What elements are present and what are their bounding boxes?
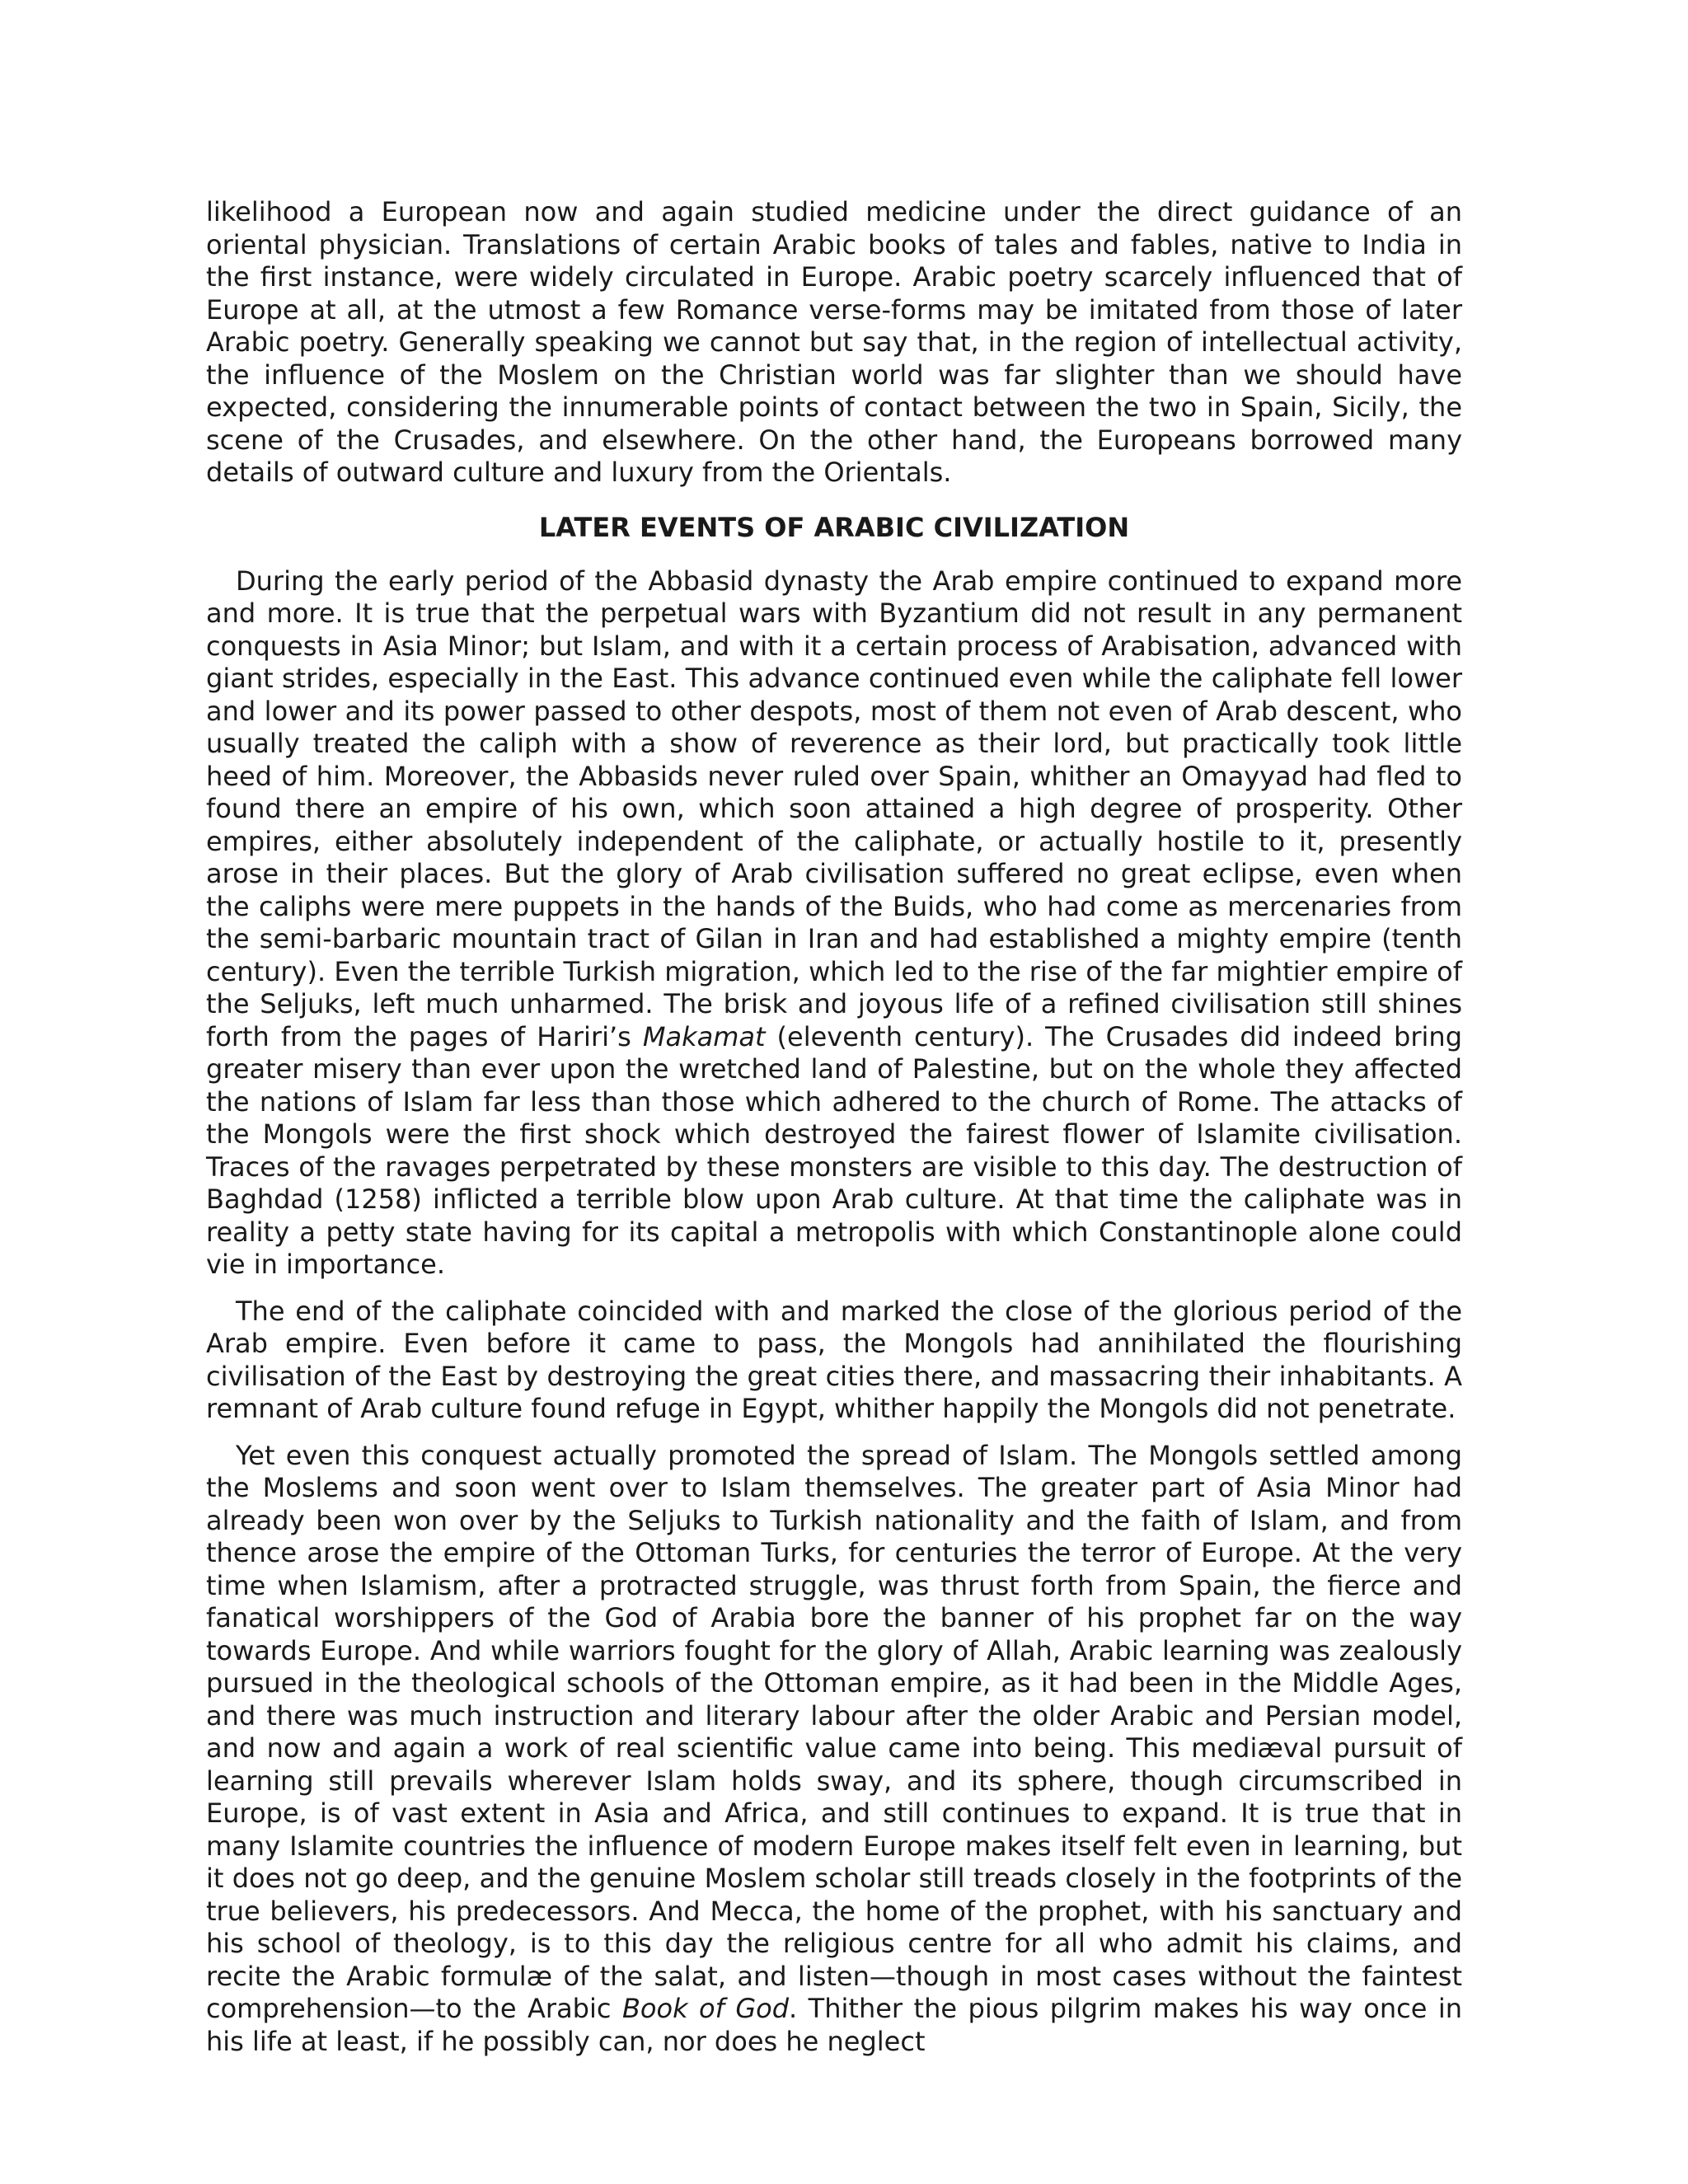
paragraph-4-text-b: . Thither the pious pilgrim makes his way once in his life at least, if he possibly can, nor does he neglect [206, 1993, 1463, 2057]
page-body [206, 196, 1462, 2058]
paragraph-3: The end of the caliphate coincided with and marked the close of the glorious period of the Arab empire. Even before it came to pass, the Mongols had annihilated the flourishing civilisation of the East by destroying the great cities there, and massacring their inhabitants. A remnant of Arab culture found refuge in Egypt, whither happily the Mongols did not penetrate. [206, 1295, 1462, 1424]
paragraph-2-text-a: During the early period of the Abbasid dynasty the Arab empire continued to expand more and more. It is true that the perpetual wars with Byzantium did not result in any permanent conquests in Asia Minor; but Islam, and with it a certain process of Arabisation, advanced with giant strides, especially in the East. This advance continued even while the caliphate fell lower and lower and its power passed to other despots, most of them not even of Arab descent, who usually treated the caliph with a show of reverence as their lord, but practically took little heed of him. Moreover, the Abbasids never ruled over Spain, whither an Omayyad had fled to found there an empire of his own, which soon attained a high degree of prosperity. Other empires, either absolutely independent of the caliphate, or actually hostile to it, presently arose in their places. But the glory of Arab civilisation suffered no great eclipse, even when the caliphs were mere puppets in the hands of the Buids, who had come as mercenaries from the semi-barbaric mountain tract of Gilan in Iran and had established a mighty empire (tenth century). Even the terrible Turkish migration, which led to the rise of the far mightier empire of the Seljuks, left much unharmed. The brisk and joyous life of a refined civilisation still shines forth from the pages of Hariri’s [206, 565, 1462, 1052]
paragraph-4-text-a: Yet even this conquest actually promoted the spread of Islam. The Mongols settled among the Moslems and soon went over to Islam themselves. The greater part of Asia Minor had already been won over by the Seljuks to Turkish nationality and the faith of Islam, and from thence arose the empire of the Ottoman Turks, for centuries the terror of Europe. At the very time when Islamism, after a protracted struggle, was thrust forth from Spain, the fierce and fanatical worshippers of the God of Arabia bore the banner of his prophet far on the way towards Europe. And while warriors fought for the glory of Allah, Arabic learning was zealously pursued in the theological schools of the Ottoman empire, as it had been in the Middle Ages, and there was much instruction and literary labour after the older Arabic and Persian model, and now and again a work of real scientific value came into being. This mediæval pursuit of learning still prevails wherever Islam holds sway, and its sphere, though circumscribed in Europe, is of vast extent in Asia and Africa, and still continues to expand. It is true that in many Islamite countries the influence of modern Europe makes itself felt even in learning, but it does not go deep, and the genuine Moslem scholar still treads closely in the footprints of the true believers, his predecessors. And Mecca, the home of the prophet, with his sanctuary and his school of theology, is to this day the religious centre for all who admit his claims, and recite the Arabic formulæ of the salat, and listen—though in most cases without the faintest comprehension—to the Arabic [206, 1439, 1462, 2024]
section-heading: LATER EVENTS OF ARABIC CIVILIZATION [538, 511, 1130, 543]
paragraph-4-italic-title: Book of God [621, 1993, 790, 2024]
paragraph-2-text-b: (eleventh century). The Crusades did indeed bring greater misery than ever upon the wretched land of Palestine, but on the whole they affected the nations of Islam far less than those which adhered to the church of Rome. The attacks of the Mongols were the first shock which destroyed the fairest flower of Islamite civilisation. Traces of the ravages perpetrated by these monsters are visible to this day. The destruction of Baghdad (1258) inflicted a terrible blow upon Arab culture. At that time the caliphate was in reality a petty state having for its capital a metropolis with which Constantinople alone could vie in importance. [206, 1020, 1463, 1280]
paragraph-4 [206, 1440, 1462, 2059]
paragraph-2-italic-title: Makamat [642, 1020, 766, 1052]
paragraph-2 [206, 565, 1462, 1282]
paragraph-1: likelihood a European now and again studied medicine under the direct guidance of an oriental physician. Translations of certain Arabic books of tales and fables, native to India in the first instance, were widely circulated in Europe. Arabic poetry scarcely influenced that of Europe at all, at the utmost a few Romance verse-forms may be imitated from those of later Arabic poetry. Generally speaking we cannot but say that, in the region of intellectual activity, the influence of the Moslem on the Christian world was far slighter than we should have expected, considering the innumerable points of contact between the two in Spain, Sicily, the scene of the Crusades, and elsewhere. On the other hand, the Europeans borrowed many details of outward culture and luxury from the Orientals. [206, 196, 1462, 488]
